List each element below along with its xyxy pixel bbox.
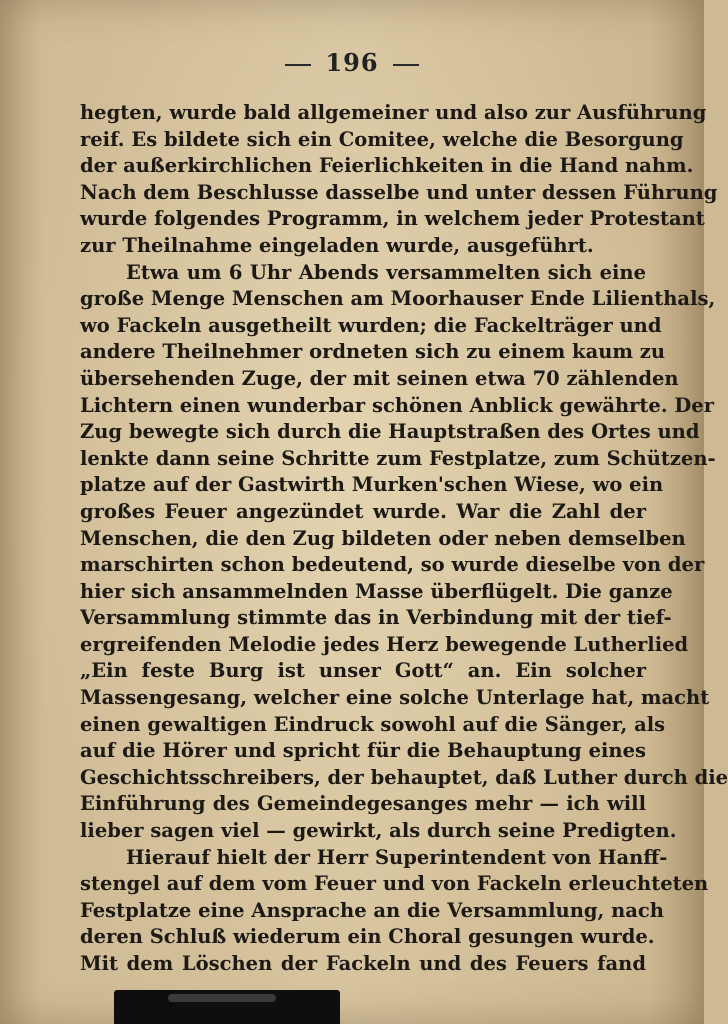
text-line: einen gewaltigen Eindruck sowohl auf die Sänger, als	[80, 712, 666, 736]
text-line: Mit dem Löschen der Fackeln und des Feuers fand	[80, 952, 646, 975]
text-line: wo Fackeln ausgetheilt wurden; die Fackelträger und	[80, 313, 662, 337]
text-line: Festplatze eine Ansprache an die Versammlung, nach	[80, 898, 664, 922]
text-line: lenkte dann seine Schritte zum Festplatze, zum Schützen-	[80, 446, 716, 470]
text-line: großes Feuer angezündet wurde. War die Zahl der	[80, 499, 646, 523]
text-line: platze auf der Gastwirth Murken'schen Wiese, wo ein	[80, 473, 664, 497]
text-line: der außerkirchlichen Feierlichkeiten in die Hand nahm.	[80, 154, 694, 178]
text-line: zur Theilnahme eingeladen wurde, ausgeführt.	[80, 233, 594, 257]
text-line: deren Schluß wiederum ein Choral gesungen wurde.	[80, 925, 655, 949]
text-line: reif. Es bildete sich ein Comitee, welche die Besorgung	[80, 127, 684, 151]
text-line: marschirten schon bedeutend, so wurde dieselbe von der	[80, 553, 705, 577]
text-line: Einführung des Gemeindegesanges mehr — ich will	[80, 792, 646, 816]
text-line: ergreifenden Melodie jedes Herz bewegende Lutherlied	[80, 632, 689, 656]
text-line: Etwa um 6 Uhr Abends versammelten sich eine	[126, 260, 646, 284]
text-line: wurde folgendes Programm, in welchem jeder Protestant	[80, 207, 705, 231]
page-number-dash-left	[285, 64, 311, 66]
text-line: andere Theilnehmer ordneten sich zu einem kaum zu	[80, 340, 666, 364]
body-text	[80, 100, 728, 978]
text-line: Geschichtsschreibers, der behauptet, daß Luther durch die	[80, 765, 728, 789]
text-line: Massengesang, welcher eine solche Unterlage hat, macht	[80, 686, 710, 710]
text-line: hier sich ansammelnden Masse überflügelt. Die ganze	[80, 579, 673, 603]
text-line: Versammlung stimmte das in Verbindung mit der tief-	[80, 606, 672, 630]
text-line: lieber sagen viel — gewirkt, als durch seine Predigten.	[80, 819, 677, 843]
text-line: auf die Hörer und spricht für die Behauptung eines	[80, 739, 646, 763]
page-number-value: 196	[325, 48, 379, 77]
text-line: Zug bewegte sich durch die Hauptstraßen des Ortes und	[80, 420, 700, 444]
page-number-dash-right	[393, 64, 419, 66]
text-line: Hierauf hielt der Herr Superintendent von Hanff-	[126, 845, 668, 869]
text-line: große Menge Menschen am Moorhauser Ende Lilienthals,	[80, 287, 716, 311]
page-number	[0, 48, 704, 77]
text-line: Menschen, die den Zug bildeten oder neben demselben	[80, 526, 686, 550]
binder-clip-notch	[168, 994, 276, 1002]
text-line: Nach dem Beschlusse dasselbe und unter dessen Führung	[80, 180, 718, 204]
text-line: stengel auf dem vom Feuer und von Fackeln erleuchteten	[80, 872, 709, 896]
text-line: Lichtern einen wunderbar schönen Anblick gewährte. Der	[80, 393, 714, 417]
text-line: hegten, wurde bald allgemeiner und also zur Ausführung	[80, 101, 707, 124]
text-line: „Ein feste Burg ist unser Gott“ an. Ein solcher	[80, 659, 646, 683]
text-line: übersehenden Zuge, der mit seinen etwa 70 zählenden	[80, 366, 679, 390]
